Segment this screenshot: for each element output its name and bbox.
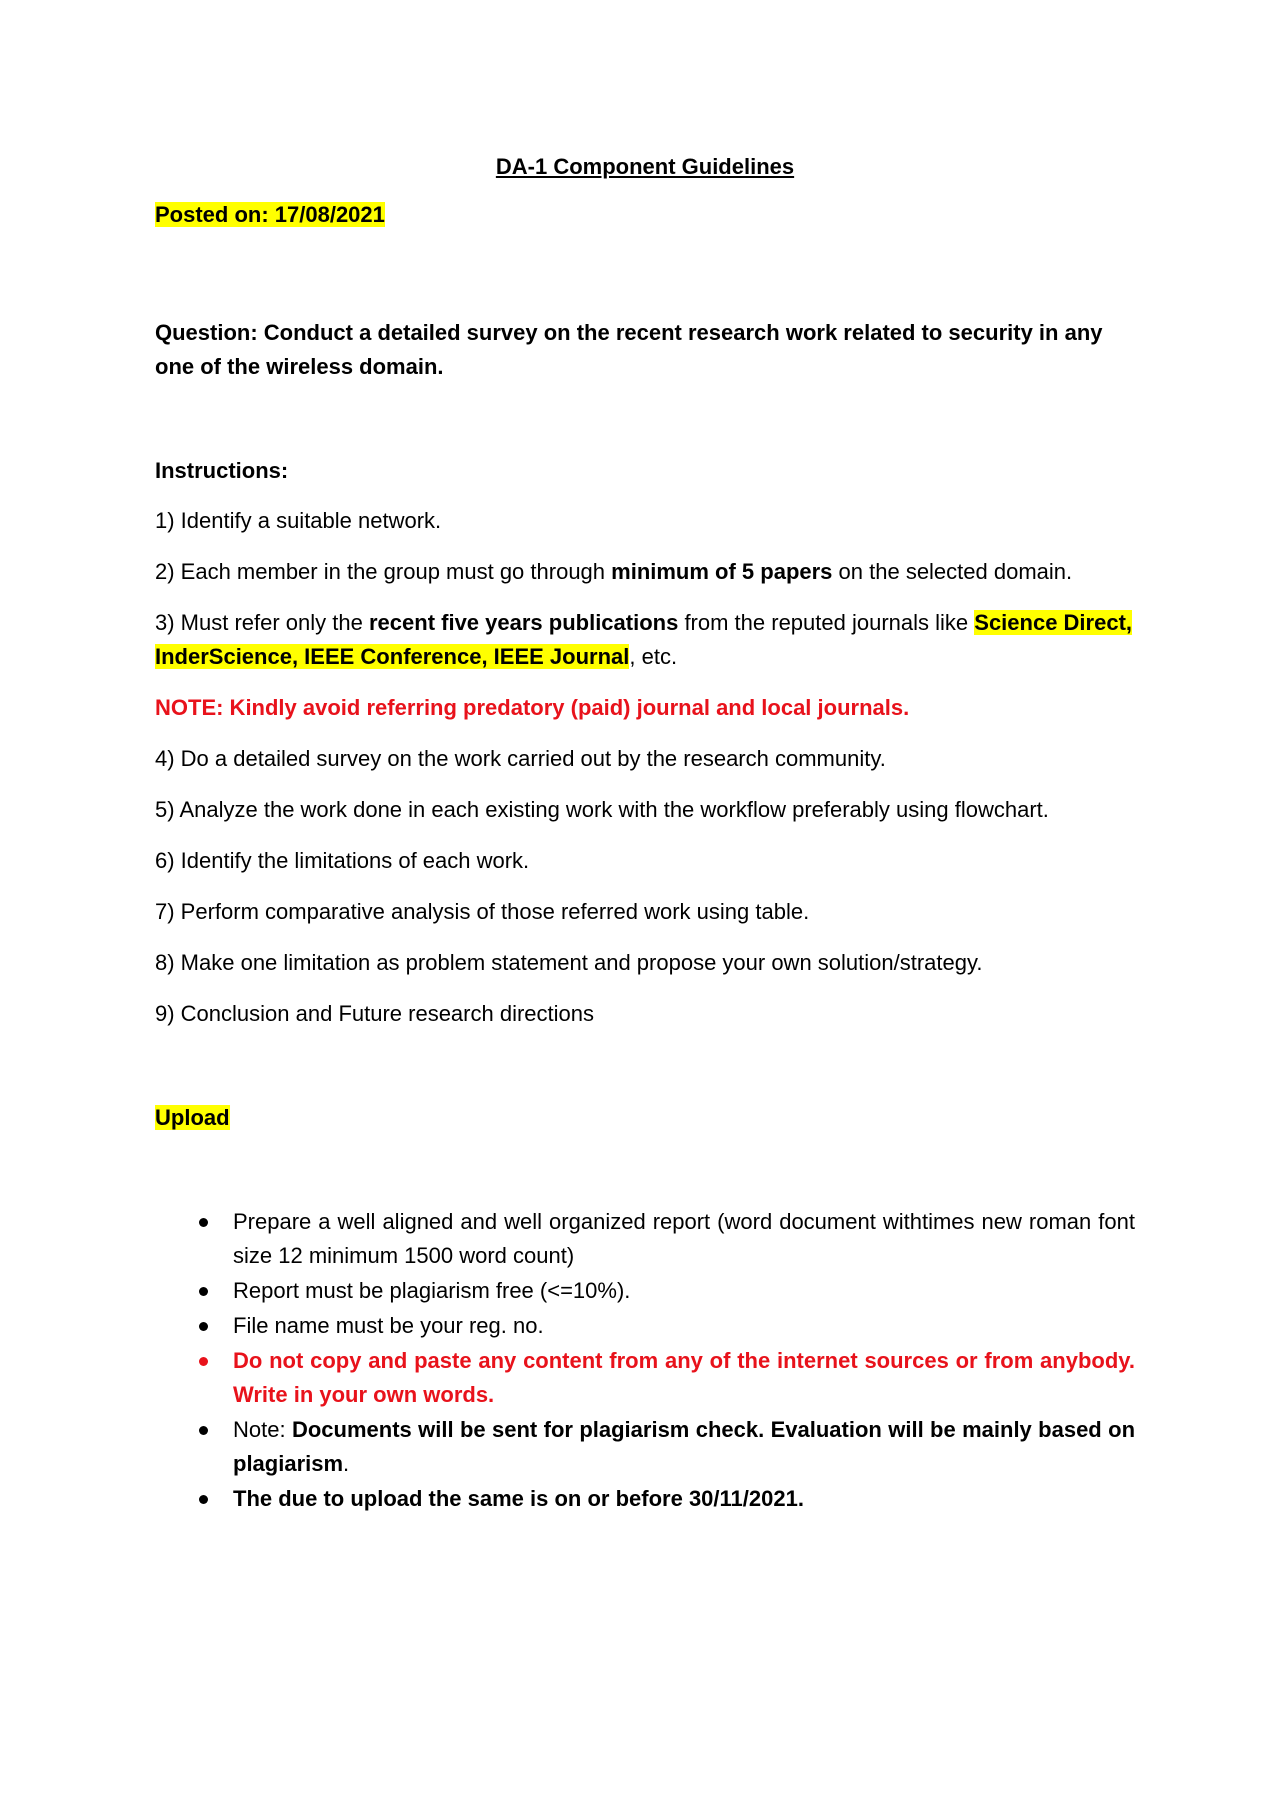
upload-item-text: The due to upload the same is on or before 30/11/2021. (233, 1486, 804, 1511)
upload-item-text: File name must be your reg. no. (233, 1313, 544, 1338)
upload-item-file-name (233, 1309, 1135, 1343)
posted-date-text: Posted on: 17/08/2021 (155, 202, 385, 227)
instruction-6: 6) Identify the limitations of each work. (155, 848, 530, 873)
instruction-3-pre: 3) Must refer only the (155, 610, 369, 635)
instruction-9: 9) Conclusion and Future research directions (155, 1001, 595, 1026)
instruction-8: 8) Make one limitation as problem statement and propose your own solution/strategy. (155, 950, 983, 975)
instruction-5: 5) Analyze the work done in each existing work with the workflow preferably using flowchart. (155, 797, 1049, 822)
page-title: DA-1 Component Guidelines (495, 154, 795, 179)
upload-item-text: Report must be plagiarism free (<=10%). (233, 1278, 631, 1303)
bullet-icon (199, 1357, 208, 1366)
bullet-icon (199, 1495, 208, 1504)
upload-item-note-pre: Note: (233, 1417, 292, 1442)
bullet-icon (199, 1287, 208, 1296)
instruction-3-bold: recent five years publications (368, 610, 679, 635)
upload-item-text: Do not copy and paste any content from any of the internet sources or from anybody. Write in your own words. (233, 1348, 1135, 1407)
upload-item-due-date (233, 1482, 1135, 1516)
instruction-3 (155, 606, 1135, 674)
upload-item-plagiarism-note (233, 1413, 1135, 1481)
instruction-2-pre: 2) Each member in the group must go through (155, 559, 612, 584)
instruction-2-post: on the selected domain. (832, 559, 1073, 584)
instruction-4: 4) Do a detailed survey on the work carried out by the research community. (155, 746, 886, 771)
instructions-heading: Instructions: (155, 458, 289, 483)
upload-item-note-post: . (343, 1451, 350, 1476)
bullet-icon (199, 1426, 208, 1435)
upload-list (155, 1205, 1135, 1516)
upload-item-text: Prepare a well aligned and well organized report (word document withtimes new roman font size 12 minimum 1500 word count) (233, 1209, 1135, 1268)
upload-item-report-format (233, 1205, 1135, 1273)
instruction-3-mid: from the reputed journals like (678, 610, 975, 635)
instruction-1: 1) Identify a suitable network. (155, 508, 442, 533)
note-warning: NOTE: Kindly avoid referring predatory (paid) journal and local journals. (155, 695, 910, 720)
instruction-3-post: , etc. (629, 644, 678, 669)
upload-heading-text: Upload (155, 1105, 230, 1130)
document-content (155, 150, 1135, 1517)
journal-list-highlight: Science Direct, InderScience, IEEE Conference, IEEE Journal (155, 610, 1133, 669)
instruction-2-bold: minimum of 5 papers (611, 559, 833, 584)
upload-item-no-copy-warning (233, 1344, 1135, 1412)
bullet-icon (199, 1218, 208, 1227)
question-text: Question: Conduct a detailed survey on the recent research work related to security in any one of the wireless domain. (155, 320, 1103, 379)
posted-date (155, 198, 1135, 232)
instruction-2 (155, 555, 1135, 589)
bullet-icon (199, 1322, 208, 1331)
upload-item-note-bold: Documents will be sent for plagiarism check. Evaluation will be mainly based on plagiarism (233, 1417, 1136, 1476)
upload-heading (155, 1101, 1135, 1135)
upload-item-plagiarism-free (233, 1274, 1135, 1308)
instruction-7: 7) Perform comparative analysis of those referred work using table. (155, 899, 810, 924)
